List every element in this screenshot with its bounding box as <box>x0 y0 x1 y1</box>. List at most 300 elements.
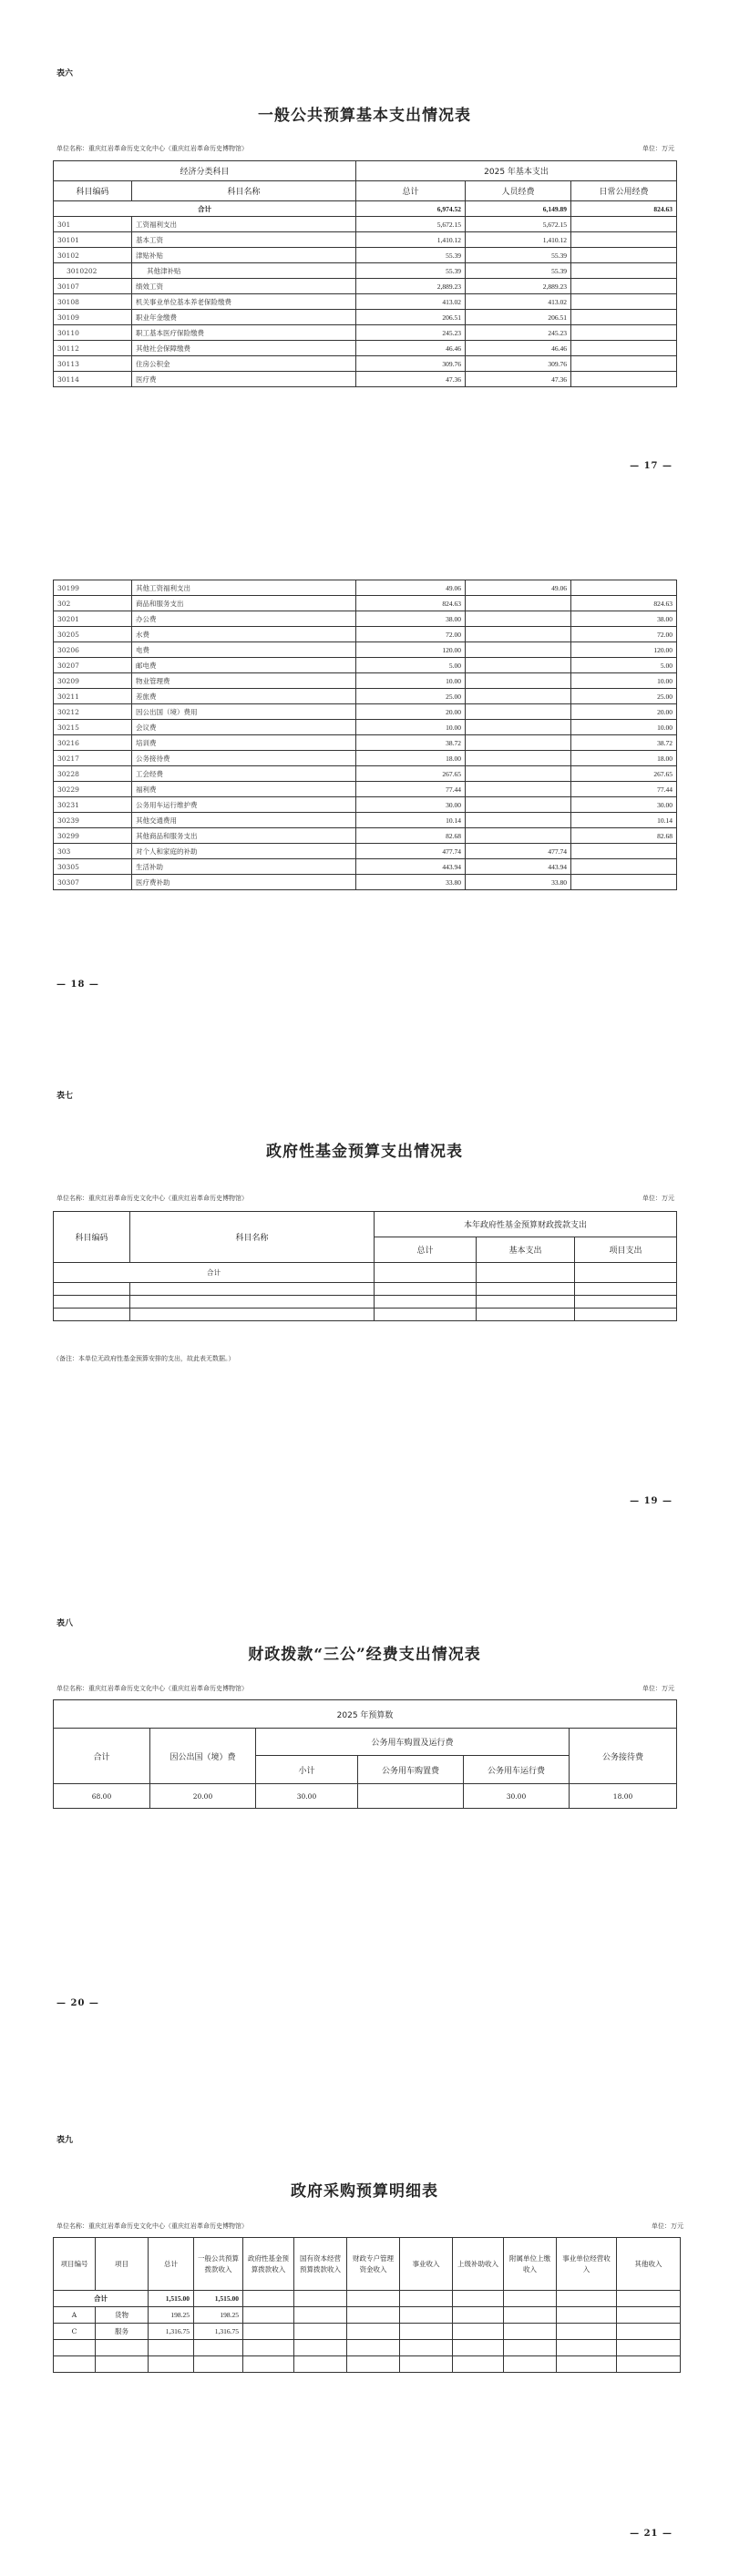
table-row <box>54 813 677 828</box>
header-abroad: 因公出国（境）费 <box>150 1729 256 1784</box>
row-daily: 25.00 <box>571 689 677 704</box>
row-code: 30201 <box>54 611 132 627</box>
row-personnel <box>466 673 571 689</box>
row-name: 工会经费 <box>132 766 356 782</box>
row-daily: 824.63 <box>571 596 677 611</box>
table-seven-note: （备注：本单位无政府性基金预算安排的支出，故此表无数据。） <box>53 1355 235 1362</box>
header-purchase: 公务用车购置费 <box>358 1756 464 1784</box>
empty-cell <box>617 2307 681 2324</box>
empty-cell <box>557 2324 617 2340</box>
row-name: 福利费 <box>132 782 356 797</box>
row-item: 货物 <box>96 2307 149 2324</box>
table-nine-tag: 表九 <box>56 2136 74 2145</box>
header-col-4: 政府性基金预算拨款收入 <box>243 2238 294 2291</box>
row-code: 30299 <box>54 828 132 844</box>
page-number-20: — 20 — <box>56 1998 99 2008</box>
row-name: 培训费 <box>132 735 356 751</box>
row-code: 30239 <box>54 813 132 828</box>
empty-cell <box>347 2356 400 2373</box>
table-row <box>54 201 677 217</box>
row-daily <box>571 310 677 325</box>
row-personnel <box>466 782 571 797</box>
empty-cell <box>453 2340 504 2356</box>
row-personnel <box>466 813 571 828</box>
empty-cell <box>453 2324 504 2340</box>
table-row <box>54 642 677 658</box>
empty-cell <box>194 2340 243 2356</box>
header-col-6: 财政专户管理资金收入 <box>347 2238 400 2291</box>
header-col-11: 其他收入 <box>617 2238 681 2291</box>
table-row <box>54 720 677 735</box>
row-personnel: 55.39 <box>466 263 571 279</box>
empty-cell <box>400 2324 453 2340</box>
row-code: C <box>54 2324 96 2340</box>
row-personnel: 413.02 <box>466 294 571 310</box>
row-name: 生活补助 <box>132 859 356 875</box>
empty-cell <box>504 2340 557 2356</box>
row-total: 33.80 <box>356 875 466 890</box>
empty-cell <box>294 2340 347 2356</box>
row-daily: 20.00 <box>571 704 677 720</box>
row-name: 医疗费补助 <box>132 875 356 890</box>
row-name: 其他社会保障缴费 <box>132 341 356 356</box>
row-name: 其他工资福利支出 <box>132 580 356 596</box>
row-daily: 120.00 <box>571 642 677 658</box>
row-personnel: 1,410.12 <box>466 232 571 248</box>
header-col-0: 项目编号 <box>54 2238 96 2291</box>
row-name: 商品和服务支出 <box>132 596 356 611</box>
empty-cell <box>400 2340 453 2356</box>
row-daily <box>571 341 677 356</box>
row-daily <box>571 325 677 341</box>
table-row <box>54 294 677 310</box>
header-col-2: 总计 <box>149 2238 194 2291</box>
empty-cell <box>400 2291 453 2307</box>
row-code: 30307 <box>54 875 132 890</box>
header-fund-group: 本年政府性基金预算财政拨款支出 <box>375 1212 677 1237</box>
row-personnel: 206.51 <box>466 310 571 325</box>
row-code: 30107 <box>54 279 132 294</box>
table-row <box>54 2307 681 2324</box>
row-personnel: 33.80 <box>466 875 571 890</box>
header-name: 科目名称 <box>132 181 356 201</box>
table-row <box>54 689 677 704</box>
table-row <box>54 673 677 689</box>
row-total: 38.00 <box>356 611 466 627</box>
empty-cell <box>617 2356 681 2373</box>
row-daily: 30.00 <box>571 797 677 813</box>
row-personnel <box>466 720 571 735</box>
row-daily: 5.00 <box>571 658 677 673</box>
table-row <box>54 782 677 797</box>
row-total: 82.68 <box>356 828 466 844</box>
row-total: 245.23 <box>356 325 466 341</box>
header-subtotal: 小计 <box>256 1756 358 1784</box>
row-general: 1,515.00 <box>194 2291 243 2307</box>
table-row <box>54 828 677 844</box>
header-year-basic: 2025 年基本支出 <box>356 161 677 181</box>
row-item: 服务 <box>96 2324 149 2340</box>
empty-cell <box>617 2291 681 2307</box>
row-total: 824.63 <box>356 596 466 611</box>
row-personnel: 477.74 <box>466 844 571 859</box>
header-personnel: 人员经费 <box>466 181 571 201</box>
empty-cell <box>243 2340 294 2356</box>
row-personnel: 309.76 <box>466 356 571 372</box>
table-row <box>54 735 677 751</box>
empty-cell <box>243 2356 294 2373</box>
header-code: 科目编码 <box>54 181 132 201</box>
row-code: 30217 <box>54 751 132 766</box>
row-personnel: 443.94 <box>466 859 571 875</box>
row-total: 46.46 <box>356 341 466 356</box>
row-personnel <box>466 828 571 844</box>
empty-cell <box>453 2291 504 2307</box>
table-nine <box>53 2237 681 2373</box>
row-daily <box>571 294 677 310</box>
row-total: 55.39 <box>356 263 466 279</box>
row-name: 电费 <box>132 642 356 658</box>
total-row-label: 合计 <box>54 2291 149 2307</box>
row-personnel <box>466 797 571 813</box>
header-col-7: 事业收入 <box>400 2238 453 2291</box>
row-total: 443.94 <box>356 859 466 875</box>
table-row <box>54 875 677 890</box>
row-code: 30231 <box>54 797 132 813</box>
row-daily <box>571 859 677 875</box>
header-econ-class: 经济分类科目 <box>54 161 356 181</box>
row-name: 对个人和家庭的补助 <box>132 844 356 859</box>
row-personnel: 245.23 <box>466 325 571 341</box>
row-code: 30113 <box>54 356 132 372</box>
row-personnel <box>466 735 571 751</box>
row-daily <box>571 263 677 279</box>
row-total: 477.74 <box>356 844 466 859</box>
empty-cell <box>400 2307 453 2324</box>
table-six-tag: 表六 <box>56 69 74 78</box>
row-daily: 824.63 <box>571 201 677 217</box>
empty-cell <box>504 2291 557 2307</box>
row-daily <box>571 232 677 248</box>
table-row <box>54 232 677 248</box>
empty-cell <box>149 2356 194 2373</box>
empty-cell <box>96 2340 149 2356</box>
value-reception: 18.00 <box>570 1784 677 1809</box>
row-name: 物业管理费 <box>132 673 356 689</box>
table-seven-unit-name: 单位名称：重庆红岩革命历史文化中心（重庆红岩革命历史博物馆） <box>56 1195 248 1202</box>
row-total: 1,410.12 <box>356 232 466 248</box>
empty-cell <box>617 2324 681 2340</box>
row-personnel <box>466 751 571 766</box>
table-nine-title: 政府采购预算明细表 <box>291 2182 438 2201</box>
header-col-10: 事业单位经营收入 <box>557 2238 617 2291</box>
table-seven-title: 政府性基金预算支出情况表 <box>266 1143 463 1161</box>
empty-cell <box>453 2356 504 2373</box>
row-daily: 82.68 <box>571 828 677 844</box>
row-total: 55.39 <box>356 248 466 263</box>
row-name: 办公费 <box>132 611 356 627</box>
row-total: 25.00 <box>356 689 466 704</box>
row-total: 47.36 <box>356 372 466 387</box>
row-total: 1,316.75 <box>149 2324 194 2340</box>
empty-cell <box>294 2307 347 2324</box>
row-code: 30101 <box>54 232 132 248</box>
empty-cell <box>617 2340 681 2356</box>
table-row <box>54 2324 681 2340</box>
table-row <box>54 611 677 627</box>
header-col-8: 上级补助收入 <box>453 2238 504 2291</box>
row-personnel: 5,672.15 <box>466 217 571 232</box>
row-personnel: 46.46 <box>466 341 571 356</box>
empty-cell <box>347 2307 400 2324</box>
table-seven <box>53 1211 677 1321</box>
table-eight-tag: 表八 <box>56 1619 74 1628</box>
table-row <box>54 325 677 341</box>
header-col-3: 一般公共预算拨款收入 <box>194 2238 243 2291</box>
table-row <box>54 2340 681 2356</box>
row-daily: 10.00 <box>571 720 677 735</box>
row-total: 120.00 <box>356 642 466 658</box>
header-daily: 日常公用经费 <box>571 181 677 201</box>
total-row-label: 合计 <box>54 1263 375 1283</box>
row-daily: 10.14 <box>571 813 677 828</box>
table-row <box>54 766 677 782</box>
row-daily <box>571 248 677 263</box>
row-name: 基本工资 <box>132 232 356 248</box>
row-total: 10.00 <box>356 720 466 735</box>
empty-cell <box>149 2340 194 2356</box>
value-abroad: 20.00 <box>150 1784 256 1809</box>
row-total: 10.00 <box>356 673 466 689</box>
empty-cell <box>504 2324 557 2340</box>
table-nine-unit-name: 单位名称：重庆红岩革命历史文化中心（重庆红岩革命历史博物馆） <box>56 2222 248 2230</box>
header-col-1: 项目 <box>96 2238 149 2291</box>
row-code: 3010202 <box>54 263 132 279</box>
row-code: 303 <box>54 844 132 859</box>
page-number-21: — 21 — <box>630 2529 673 2539</box>
row-total: 72.00 <box>356 627 466 642</box>
table-row <box>54 859 677 875</box>
row-total: 267.65 <box>356 766 466 782</box>
table-row <box>54 2291 681 2307</box>
table-row <box>54 627 677 642</box>
empty-cell <box>243 2291 294 2307</box>
table-seven-unit: 单位：万元 <box>642 1195 674 1202</box>
header-year-budget: 2025 年预算数 <box>54 1700 677 1729</box>
row-total: 5.00 <box>356 658 466 673</box>
row-total: 413.02 <box>356 294 466 310</box>
table-row <box>54 248 677 263</box>
row-daily: 10.00 <box>571 673 677 689</box>
table-row <box>54 751 677 766</box>
row-total: 38.72 <box>356 735 466 751</box>
table-row <box>54 580 677 596</box>
row-name: 绩效工资 <box>132 279 356 294</box>
row-personnel <box>466 689 571 704</box>
table-row <box>54 356 677 372</box>
row-code: A <box>54 2307 96 2324</box>
header-name: 科目名称 <box>130 1212 375 1263</box>
empty-cell <box>347 2324 400 2340</box>
page-number-19: — 19 — <box>630 1496 673 1506</box>
row-code: 30228 <box>54 766 132 782</box>
row-total: 18.00 <box>356 751 466 766</box>
table-row <box>54 658 677 673</box>
table-row <box>54 844 677 859</box>
row-total: 6,974.52 <box>356 201 466 217</box>
header-code: 科目编码 <box>54 1212 130 1263</box>
row-daily <box>571 580 677 596</box>
empty-cell <box>243 2307 294 2324</box>
table-six-unit-name: 单位名称：重庆红岩革命历史文化中心（重庆红岩革命历史博物馆） <box>56 145 248 152</box>
row-total: 5,672.15 <box>356 217 466 232</box>
row-code: 30108 <box>54 294 132 310</box>
row-total: 1,515.00 <box>149 2291 194 2307</box>
empty-cell <box>294 2291 347 2307</box>
empty-cell <box>194 2356 243 2373</box>
empty-cell <box>504 2307 557 2324</box>
table-row <box>54 217 677 232</box>
row-name: 公务接待费 <box>132 751 356 766</box>
row-daily: 38.00 <box>571 611 677 627</box>
table-row <box>54 263 677 279</box>
row-code: 30209 <box>54 673 132 689</box>
row-name: 其他津补贴 <box>132 263 356 279</box>
row-general: 198.25 <box>194 2307 243 2324</box>
table-nine-unit: 单位：万元 <box>652 2222 683 2230</box>
empty-cell <box>347 2291 400 2307</box>
row-personnel <box>466 611 571 627</box>
total-row-label: 合计 <box>54 201 356 217</box>
row-total: 49.06 <box>356 580 466 596</box>
table-eight-unit: 单位：万元 <box>642 1685 674 1692</box>
row-code: 30207 <box>54 658 132 673</box>
table-row <box>54 704 677 720</box>
row-personnel: 6,149.89 <box>466 201 571 217</box>
row-name: 职业年金缴费 <box>132 310 356 325</box>
row-code: 30110 <box>54 325 132 341</box>
row-code: 30109 <box>54 310 132 325</box>
row-personnel <box>466 766 571 782</box>
header-operation: 公务用车运行费 <box>464 1756 570 1784</box>
empty-cell <box>557 2307 617 2324</box>
row-total: 20.00 <box>356 704 466 720</box>
row-name: 其他交通费用 <box>132 813 356 828</box>
row-name: 机关事业单位基本养老保险缴费 <box>132 294 356 310</box>
row-name: 工资福利支出 <box>132 217 356 232</box>
empty-cell <box>453 2307 504 2324</box>
row-daily <box>571 844 677 859</box>
empty-cell <box>347 2340 400 2356</box>
row-name: 差旅费 <box>132 689 356 704</box>
row-name: 公务用车运行维护费 <box>132 797 356 813</box>
header-reception: 公务接待费 <box>570 1729 677 1784</box>
row-code: 30212 <box>54 704 132 720</box>
row-daily <box>571 372 677 387</box>
row-daily: 267.65 <box>571 766 677 782</box>
row-name: 因公出国（境）费用 <box>132 704 356 720</box>
row-daily <box>571 279 677 294</box>
row-name: 职工基本医疗保险缴费 <box>132 325 356 341</box>
row-personnel <box>466 596 571 611</box>
row-code: 301 <box>54 217 132 232</box>
value-total: 68.00 <box>54 1784 150 1809</box>
page-number-17: — 17 — <box>630 461 673 471</box>
header-col-5: 国有资本经营预算拨款收入 <box>294 2238 347 2291</box>
row-daily: 72.00 <box>571 627 677 642</box>
table-seven-tag: 表七 <box>56 1092 74 1101</box>
row-name: 其他商品和服务支出 <box>132 828 356 844</box>
empty-cell <box>294 2356 347 2373</box>
row-code: 30229 <box>54 782 132 797</box>
table-eight-title: 财政拨款“三公”经费支出情况表 <box>248 1646 481 1664</box>
page-number-18: — 18 — <box>56 980 99 990</box>
row-code: 30102 <box>54 248 132 263</box>
empty-cell <box>504 2356 557 2373</box>
table-row <box>54 2356 681 2373</box>
row-personnel <box>466 658 571 673</box>
table-row <box>54 310 677 325</box>
row-code: 30112 <box>54 341 132 356</box>
row-total: 10.14 <box>356 813 466 828</box>
row-code: 302 <box>54 596 132 611</box>
table-row <box>54 797 677 813</box>
row-name: 住房公积金 <box>132 356 356 372</box>
row-code: 30114 <box>54 372 132 387</box>
row-name: 医疗费 <box>132 372 356 387</box>
empty-cell <box>54 2356 96 2373</box>
row-daily: 38.72 <box>571 735 677 751</box>
table-eight-unit-name: 单位名称：重庆红岩革命历史文化中心（重庆红岩革命历史博物馆） <box>56 1685 248 1692</box>
header-total: 总计 <box>375 1237 477 1263</box>
table-row <box>54 341 677 356</box>
row-code: 30206 <box>54 642 132 658</box>
row-daily: 18.00 <box>571 751 677 766</box>
row-code: 30211 <box>54 689 132 704</box>
empty-cell <box>557 2291 617 2307</box>
row-name: 水费 <box>132 627 356 642</box>
table-row <box>54 596 677 611</box>
row-name: 会议费 <box>132 720 356 735</box>
row-total: 2,889.23 <box>356 279 466 294</box>
row-code: 30205 <box>54 627 132 642</box>
header-total: 合计 <box>54 1729 150 1784</box>
empty-cell <box>96 2356 149 2373</box>
header-basic: 基本支出 <box>477 1237 575 1263</box>
row-daily <box>571 356 677 372</box>
empty-cell <box>557 2356 617 2373</box>
value-purchase <box>358 1784 464 1809</box>
row-total: 30.00 <box>356 797 466 813</box>
row-code: 30199 <box>54 580 132 596</box>
row-personnel <box>466 627 571 642</box>
header-col-9: 附属单位上缴收入 <box>504 2238 557 2291</box>
row-total: 77.44 <box>356 782 466 797</box>
row-code: 30215 <box>54 720 132 735</box>
row-personnel: 2,889.23 <box>466 279 571 294</box>
row-personnel: 49.06 <box>466 580 571 596</box>
row-name: 津贴补贴 <box>132 248 356 263</box>
row-daily <box>571 875 677 890</box>
value-subtotal: 30.00 <box>256 1784 358 1809</box>
table-six-part-b <box>53 580 677 890</box>
row-personnel <box>466 704 571 720</box>
row-daily: 77.44 <box>571 782 677 797</box>
empty-cell <box>54 2340 96 2356</box>
value-operation: 30.00 <box>464 1784 570 1809</box>
row-code: 30216 <box>54 735 132 751</box>
table-eight <box>53 1699 677 1809</box>
